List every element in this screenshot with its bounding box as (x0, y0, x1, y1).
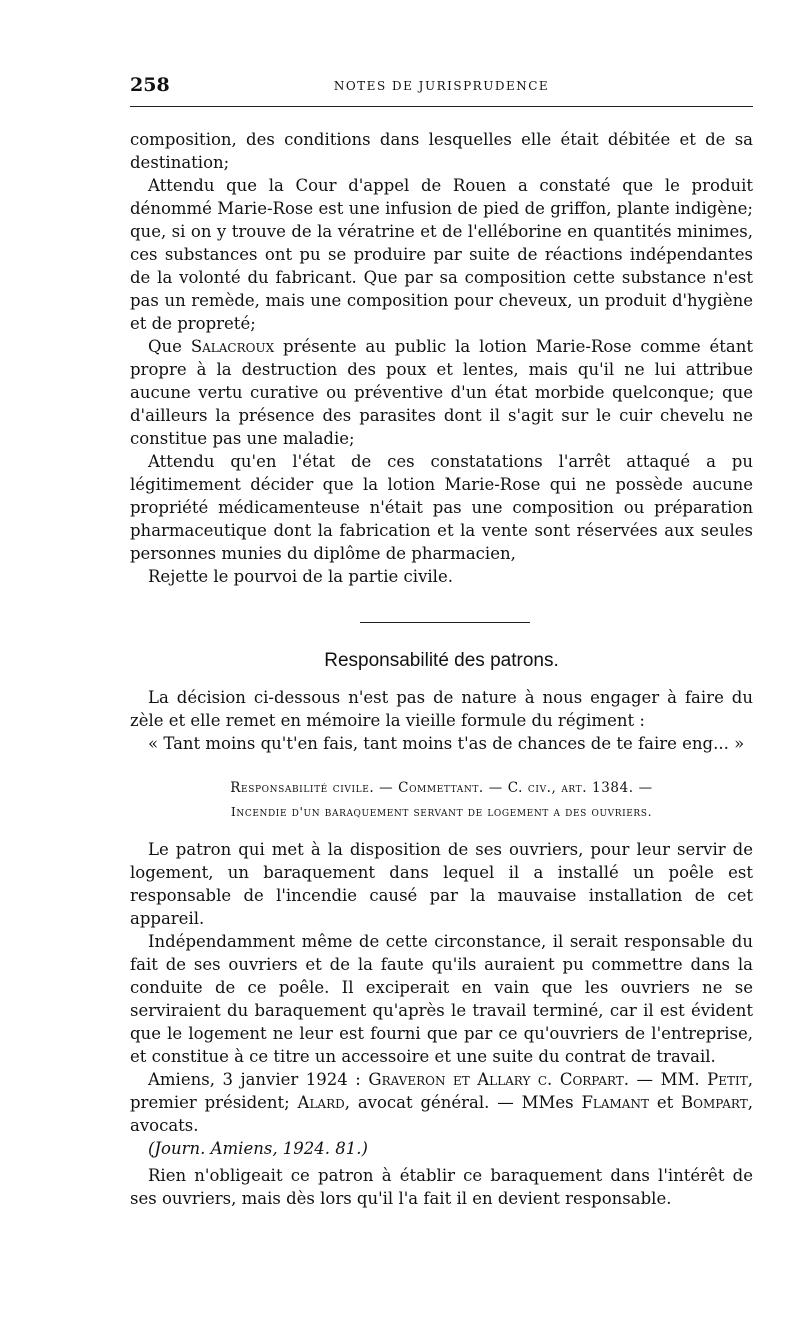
closing-paragraph: Rien n'obligeait ce patron à établir ce baraquement dans l'intérêt de ses ouvriers, mais dès lors qu'il l'a fait il en devient responsable. (130, 1166, 753, 1208)
running-title: NOTES DE JURISPRUDENCE (333, 79, 550, 93)
header-rule (130, 106, 753, 107)
lawyers-role: , avocats. (130, 1093, 754, 1135)
paragraph: Rejette le pourvoi de la partie civile. (148, 567, 453, 586)
caption-line-1: Responsabilité civile. — Commettant. — C. civ., art. 1384. — (230, 780, 653, 796)
case-caption (130, 776, 753, 824)
intro-paragraph: La décision ci-dessous n'est pas de nature à nous engager à faire du zèle et elle remet en mémoire la vieille formule du régiment : (130, 688, 753, 730)
conjunction: et (656, 1093, 674, 1112)
summary-paragraph: Indépendamment même de cette circonstance, il serait responsable du fait de ses ouvriers et de la faute qu'ils auraient pu commettre dans la conduite de ce poêle. Il exciperait en vain que les ouvriers ne se serviraient du baraquement qu'après le travail terminé, car il est évident que le logement ne leur est fourni que par ce qu'ouvriers de l'entreprise, et constitue à ce titre un accessoire et une suite du contrat de travail. (130, 932, 753, 1066)
closing-remark (130, 1164, 753, 1210)
page-header (130, 74, 753, 102)
journal-citation: (Journ. Amiens, 1924. 81.) (148, 1139, 368, 1158)
parties: Graveron et Allary c. Corpart. (368, 1070, 630, 1089)
president-name: Petit (707, 1070, 748, 1089)
paragraph: composition, des conditions dans lesquelles elle était débitée et de sa destination; (130, 130, 753, 172)
court-reference (130, 1068, 753, 1137)
dash: — (636, 1070, 654, 1089)
section-intro (130, 686, 753, 755)
paragraph: Attendu qu'en l'état de ces constatations l'arrêt attaqué a pu légitimement décider que la lotion Marie-Rose qui ne possède aucune propriété médicamenteuse n'était pas une composition ou préparation pharmaceutique dont la fabrication et la vente sont réservées aux seules personnes munies du diplôme de pharmacien, (130, 452, 753, 563)
dash: — (497, 1093, 514, 1112)
case-summary (130, 838, 753, 1160)
paragraph: Que Salacroux présente au public la lotion Marie-Rose comme étant propre à la destruction des poux et lentes, mais qu'il ne lui attribue aucune vertu curative ou préventive d'un état morbide quelconque; que d'ailleurs la présence des parasites dont il s'agit sur le cuir chevelu ne constitue pas une maladie; (130, 337, 754, 448)
caption-line-2: Incendie d'un baraquement servant de logement a des ouvriers. (230, 804, 653, 819)
judgment-text (130, 128, 753, 588)
regiment-quote: « Tant moins qu't'en fais, tant moins t'as de chances de te faire eng... » (148, 734, 745, 753)
lawyer-name: Flamant (581, 1093, 649, 1112)
section-title: Responsabilité des patrons. (324, 650, 559, 671)
paragraph: Attendu que la Cour d'appel de Rouen a constaté que le produit dénommé Marie-Rose est une infusion de pied de griffon, plante indigène; que, si on y trouve de la vératrine et de l'elléborine en quantités minimes, ces substances ont pu se produire par suite de réactions indépendantes de la volonté du fabricant. Que par sa composition cette substance n'est pas un remède, mais une composition pour cheveux, un produit d'hygiène et de propreté; (130, 176, 753, 333)
mm-label: MM. (660, 1070, 700, 1089)
separator-rule (360, 622, 530, 623)
mmes-label: MMes (521, 1093, 574, 1112)
page-number: 258 (130, 74, 170, 96)
president-role: , premier président; (130, 1070, 753, 1112)
advocate-general-name: Alard (297, 1093, 345, 1112)
lawyer-name: Bompart (681, 1093, 748, 1112)
advocate-general-role: , avocat général. (344, 1093, 490, 1112)
defendant-name: Salacroux (190, 337, 275, 356)
summary-paragraph: Le patron qui met à la disposition de ses ouvriers, pour leur servir de logement, un baraquement dans lequel il a installé un poêle est responsable de l'incendie causé par la mauvaise installation de cet appareil. (130, 840, 753, 928)
court-date: Amiens, 3 janvier 1924 : (148, 1070, 361, 1089)
